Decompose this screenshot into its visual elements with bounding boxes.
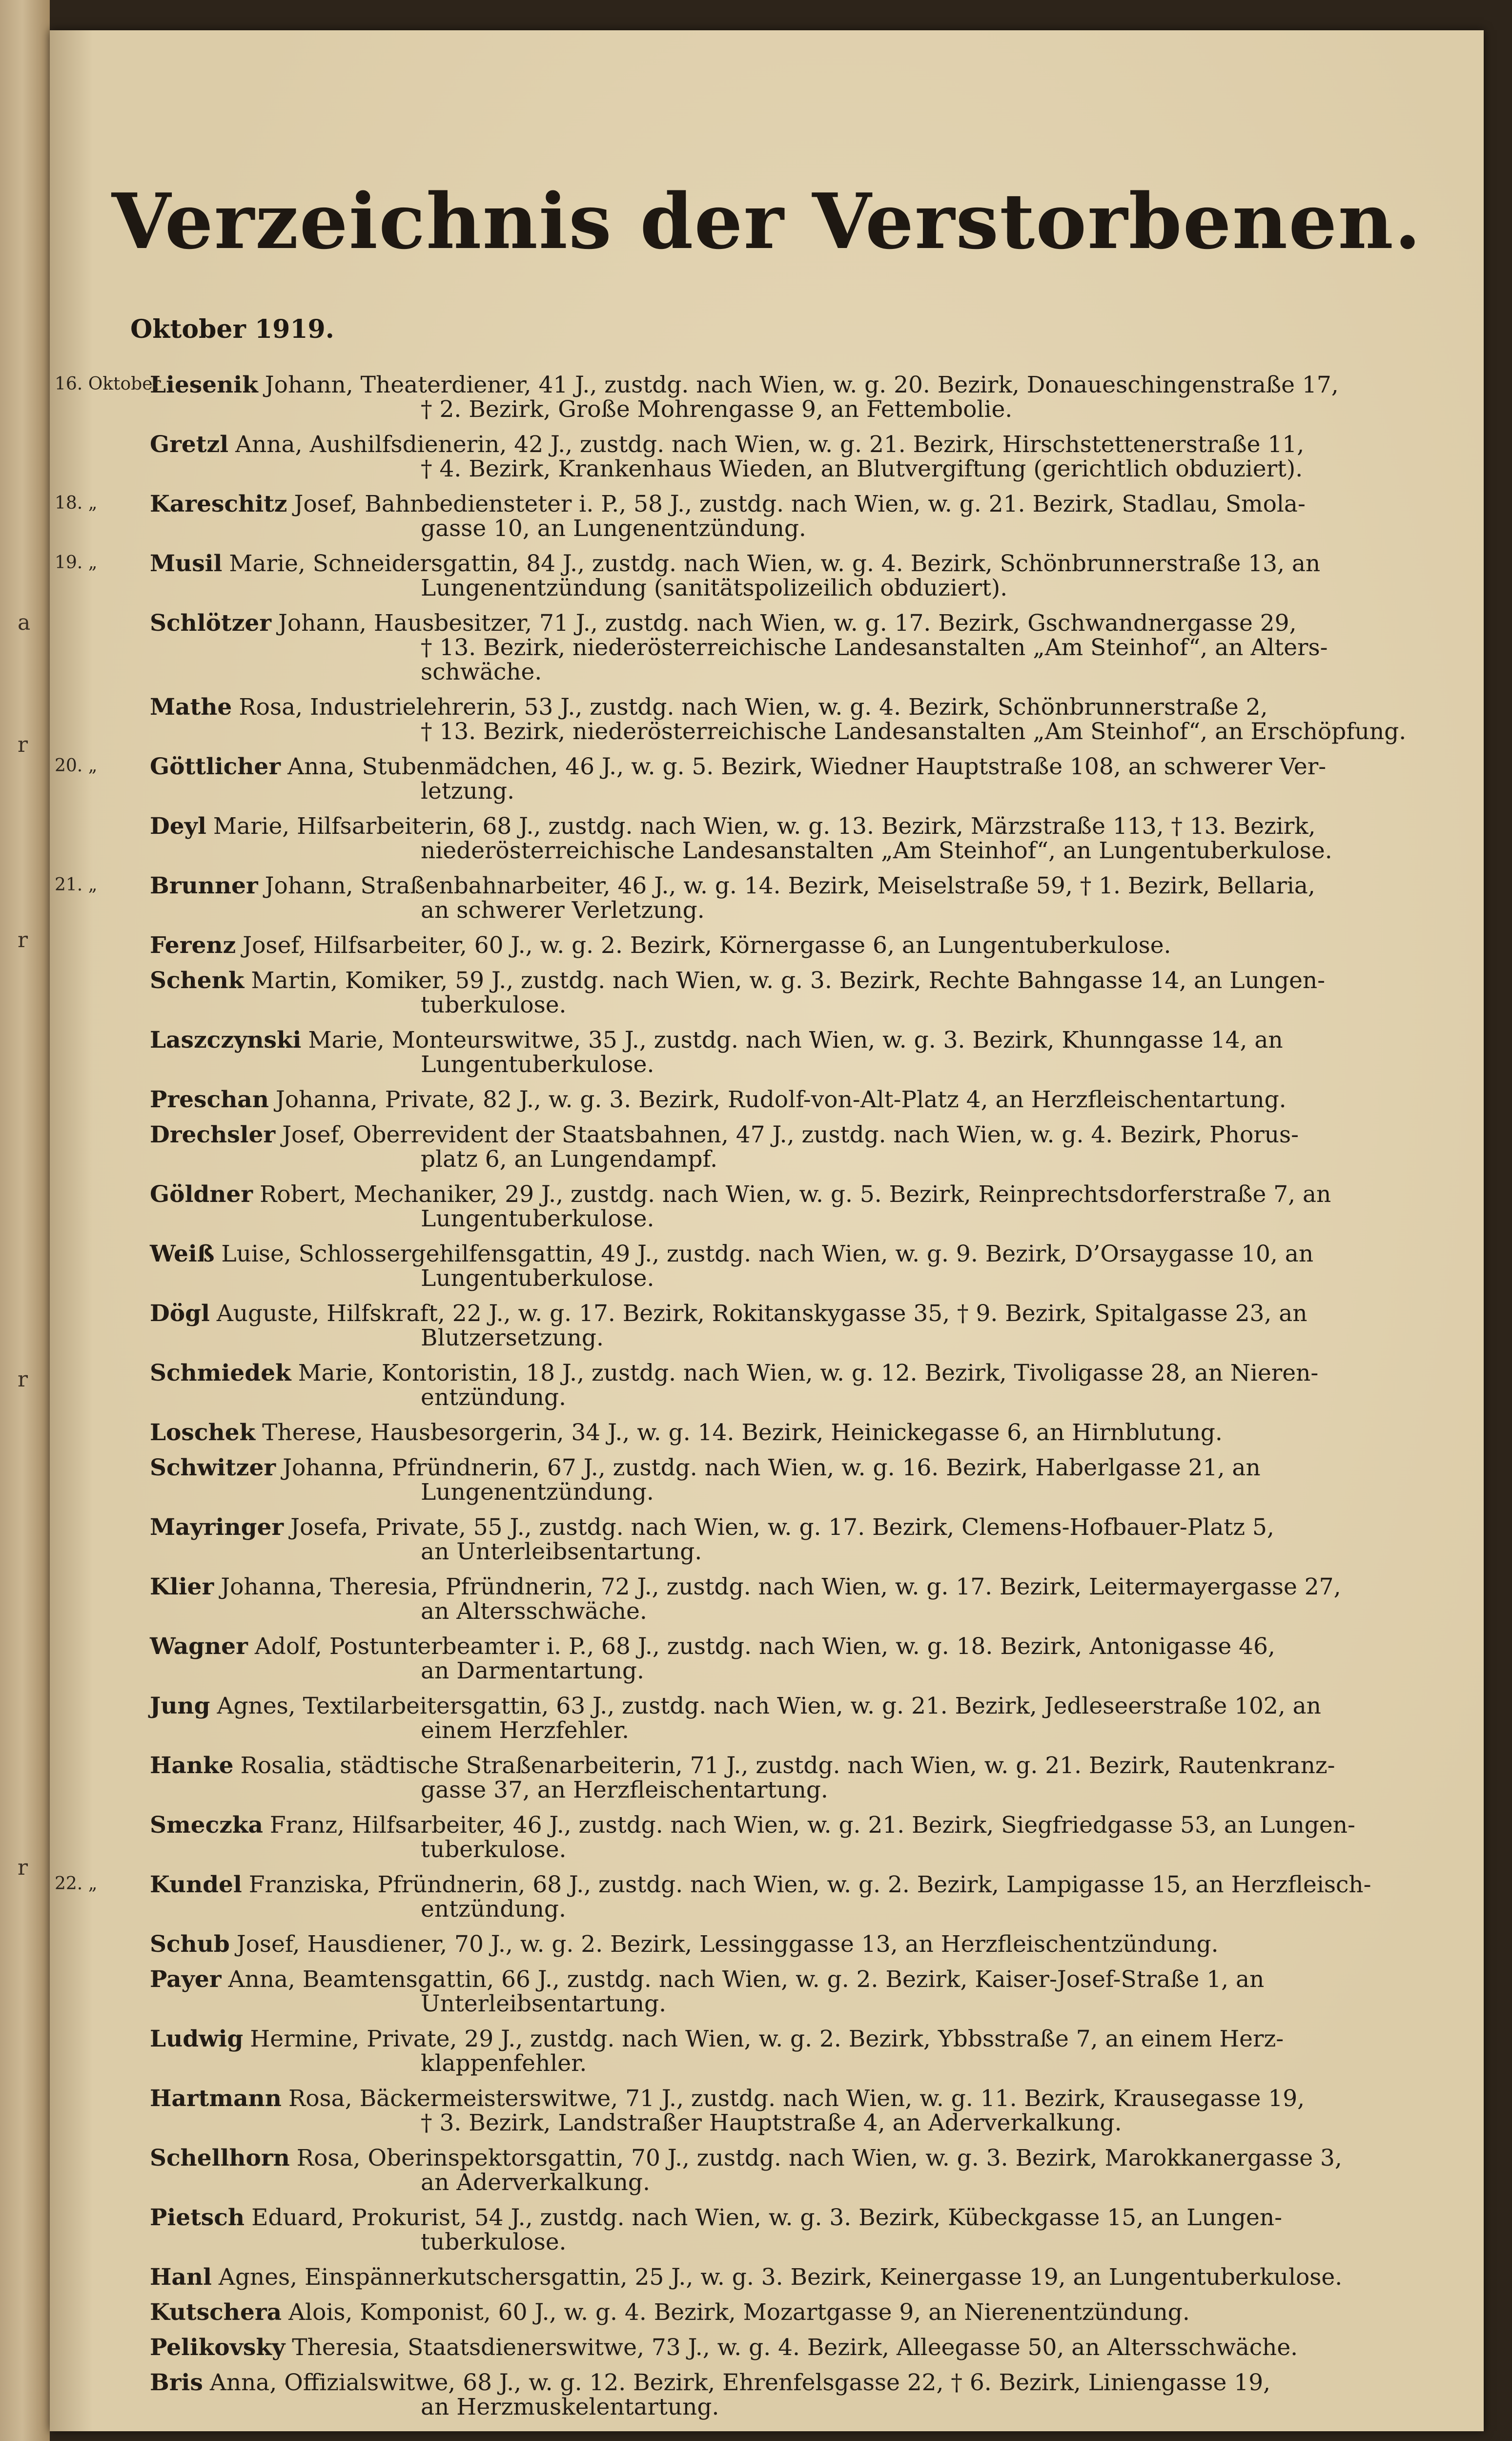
entry-surname: Göttlicher [150,753,281,780]
entry-first-line [50,1242,1484,1266]
entry-surname: Bris [150,2369,203,2396]
edge-mark: r [18,1367,28,1392]
register-entry [50,814,1484,863]
entry-continuation-line [50,1480,1484,1505]
entry-first-line [50,814,1484,839]
entry-continuation-line [50,457,1484,481]
register-entry [50,1634,1484,1683]
entry-surname: Laszczynski [150,1027,302,1054]
entry-text: Unterleibsentartung. [421,1990,667,2017]
entry-first-line [50,2371,1484,2395]
entry-text: Anna, Stubenmädchen, 46 J., w. g. 5. Bezirk, Wiedner Hauptstraße 108, an schwerer Ver- [287,753,1327,780]
entry-surname: Schwitzer [150,1454,276,1481]
entry-date: 16. Oktober [55,374,161,394]
register-entry [50,2265,1484,2290]
entry-text: Lungenentzündung (sanitätspolizeilich obduziert). [421,575,1008,601]
entry-text: platz 6, an Lungendampf. [421,1146,718,1173]
register-entry [50,1028,1484,1077]
register-entry [50,874,1484,923]
entry-text: Rosa, Industrielehrerin, 53 J., zustdg. nach Wien, w. g. 4. Bezirk, Schönbrunnerstraße 2, [239,694,1268,721]
entry-text: Hermine, Private, 29 J., zustdg. nach Wien, w. g. 2. Bezirk, Ybbsstraße 7, an einem Herz- [250,2026,1284,2052]
entry-surname: Schellhorn [150,2145,290,2172]
facing-page-edge [0,0,50,2441]
register-entry [50,1182,1484,1231]
entry-text: Johann, Hausbesitzer, 71 J., zustdg. nach Wien, w. g. 17. Bezirk, Gschwandnergasse 29, [278,610,1297,637]
entry-continuation-line [50,2171,1484,2195]
entry-text: Marie, Kontoristin, 18 J., zustdg. nach Wien, w. g. 12. Bezirk, Tivoligasse 28, an Nieren- [298,1360,1319,1386]
register-entry [50,2300,1484,2325]
register-entry [50,1421,1484,1445]
entry-text: Johanna, Theresia, Pfründnerin, 72 J., zustdg. nach Wien, w. g. 17. Bezirk, Leitermayergasse 27, [221,1573,1341,1600]
entry-surname: Wagner [150,1633,248,1660]
entry-continuation-line [50,2230,1484,2255]
entry-text: schwäche. [421,659,542,685]
entry-text: einem Herzfehler. [421,1717,630,1744]
register-entry [50,611,1484,684]
entry-first-line [50,1634,1484,1659]
entry-date: 21. „ [55,875,98,895]
register-entry [50,373,1484,422]
entry-text: tuberkulose. [421,1836,567,1863]
entry-text: Josef, Oberrevident der Staatsbahnen, 47 J., zustdg. nach Wien, w. g. 4. Bezirk, Phorus- [282,1121,1299,1148]
register-entry [50,2146,1484,2195]
entry-surname: Kundel [150,1871,242,1898]
entry-text: Rosa, Oberinspektorsgattin, 70 J., zustdg. nach Wien, w. g. 3. Bezirk, Marokkanergasse 3, [296,2145,1342,2172]
register-entry [50,2206,1484,2255]
entry-first-line [50,755,1484,779]
entry-first-line [50,611,1484,636]
entry-text: an Unterleibsentartung. [421,1538,702,1565]
entry-text: Rosalia, städtische Straßenarbeiterin, 71 J., zustdg. nach Wien, w. g. 21. Bezirk, Rautenkranz- [240,1752,1335,1779]
entry-text: Auguste, Hilfskraft, 22 J., w. g. 17. Bezirk, Rokitanskygasse 35, † 9. Bezirk, Spitalgasse 23, an [216,1300,1308,1327]
entry-surname: Jung [150,1693,210,1719]
entry-first-line [50,1088,1484,1112]
entry-surname: Göldner [150,1181,253,1208]
entry-text: tuberkulose. [421,992,567,1018]
register-entry [50,933,1484,958]
entry-first-line [50,2336,1484,2360]
entry-first-line [50,1754,1484,1778]
entry-continuation-line [50,1326,1484,1350]
entry-continuation-line [50,397,1484,422]
entry-surname: Loschek [150,1419,256,1446]
entry-first-line [50,1575,1484,1599]
register-entry [50,1361,1484,1410]
register-entry [50,2371,1484,2420]
entry-text: Lungentuberkulose. [421,1205,654,1232]
entry-first-line [50,433,1484,457]
register-entry [50,1242,1484,1291]
entry-text: Alois, Komponist, 60 J., w. g. 4. Bezirk, Mozartgasse 9, an Nierenentzündung. [288,2299,1190,2326]
entry-text: Rosa, Bäckermeisterswitwe, 71 J., zustdg. nach Wien, w. g. 11. Bezirk, Krausegasse 19, [288,2085,1305,2112]
entry-continuation-line [50,1147,1484,1172]
register-entry [50,1302,1484,1350]
paper-sheet [50,30,1484,2431]
edge-mark: r [18,1855,28,1880]
entry-text: Johann, Theaterdiener, 41 J., zustdg. nach Wien, w. g. 20. Bezirk, Donaueschingenstraße 17, [265,372,1339,398]
entry-text: Marie, Hilfsarbeiterin, 68 J., zustdg. nach Wien, w. g. 13. Bezirk, Märzstraße 113, † 13. Bezirk, [213,813,1316,840]
entry-date: 22. „ [55,1874,98,1894]
entry-surname: Drechsler [150,1121,276,1148]
period-heading: Oktober 1919. [130,314,334,344]
entry-text: gasse 37, an Herzfleischentartung. [421,1777,828,1803]
entry-text: an Darmentartung. [421,1657,644,1684]
register-entry [50,1456,1484,1505]
register-entry [50,1754,1484,1802]
entry-continuation-line [50,1540,1484,1564]
entry-text: Franz, Hilfsarbeiter, 46 J., zustdg. nach Wien, w. g. 21. Bezirk, Siegfriedgasse 53, an Lungen- [269,1812,1355,1839]
entry-text: Martin, Komiker, 59 J., zustdg. nach Wien, w. g. 3. Bezirk, Rechte Bahngasse 14, an Lungen- [251,967,1326,994]
entry-surname: Payer [150,1966,222,1993]
entry-text: niederösterreichische Landesanstalten „Am Steinhof“, an Lungentuberkulose. [421,837,1332,864]
entry-surname: Schlötzer [150,610,271,637]
entry-text: Anna, Beamtensgattin, 66 J., zustdg. nach Wien, w. g. 2. Bezirk, Kaiser-Josef-Straße 1, an [228,1966,1265,1993]
entry-text: Josefa, Private, 55 J., zustdg. nach Wien, w. g. 17. Bezirk, Clemens-Hofbauer-Platz 5, [290,1514,1274,1541]
register-entry [50,1088,1484,1112]
entry-continuation-line [50,1599,1484,1624]
entry-text: † 13. Bezirk, niederösterreichische Landesanstalten „Am Steinhof“, an Alters- [421,634,1328,661]
entry-text: Luise, Schlossergehilfensgattin, 49 J., zustdg. nach Wien, w. g. 9. Bezirk, D’Orsaygasse 10, an [221,1241,1314,1267]
entry-surname: Liesenik [150,372,258,398]
entry-continuation-line [50,993,1484,1017]
entry-text: letzung. [421,778,515,805]
entry-text: Theresia, Staatsdienerswitwe, 73 J., w. g. 4. Bezirk, Alleegasse 50, an Altersschwäche. [292,2334,1298,2361]
register-entry [50,1515,1484,1564]
entry-text: an Altersschwäche. [421,1598,647,1625]
entry-surname: Kareschitz [150,491,287,517]
edge-mark: r [18,732,28,757]
entry-text: † 3. Bezirk, Landstraßer Hauptstraße 4, an Aderverkalkung. [421,2110,1122,2136]
register-entry [50,1813,1484,1862]
entry-date: 19. „ [55,553,98,573]
page-title: Verzeichnis der Verstorbenen. [111,177,1422,266]
entry-surname: Schenk [150,967,245,994]
entry-text: Lungentuberkulose. [421,1051,654,1078]
register-entry [50,492,1484,541]
entry-first-line [50,1873,1484,1897]
entry-text: Therese, Hausbesorgerin, 34 J., w. g. 14. Bezirk, Heinickegasse 6, an Hirnblutung. [262,1419,1223,1446]
entry-first-line [50,552,1484,576]
entry-text: an Aderverkalkung. [421,2169,650,2196]
entry-first-line [50,1361,1484,1386]
entry-continuation-line [50,898,1484,923]
entry-surname: Hartmann [150,2085,282,2112]
entry-continuation-line [50,779,1484,804]
entry-text: † 13. Bezirk, niederösterreichische Landesanstalten „Am Steinhof“, an Erschöpfung. [421,718,1407,745]
entry-date: 20. „ [55,756,98,776]
entry-continuation-line [50,1778,1484,1802]
entry-surname: Dögl [150,1300,210,1327]
register-entry [50,969,1484,1017]
register-entry [50,1932,1484,1957]
entry-text: klappenfehler. [421,2050,587,2077]
entry-text: Marie, Monteurswitwe, 35 J., zustdg. nach Wien, w. g. 3. Bezirk, Khunngasse 14, an [308,1027,1283,1054]
entry-first-line [50,373,1484,397]
register-entry [50,1694,1484,1743]
entry-text: tuberkulose. [421,2229,567,2255]
entry-text: Robert, Mechaniker, 29 J., zustdg. nach Wien, w. g. 5. Bezirk, Reinprechtsdorferstraße 7, an [260,1181,1331,1208]
entry-continuation-line [50,2051,1484,2076]
entry-first-line [50,1456,1484,1480]
edge-mark: r [18,928,28,952]
entry-continuation-line [50,660,1484,684]
entry-text: † 4. Bezirk, Krankenhaus Wieden, an Blutvergiftung (gerichtlich obduziert). [421,455,1303,482]
entry-text: entzündung. [421,1384,566,1411]
entry-surname: Preschan [150,1086,269,1113]
entry-continuation-line [50,1386,1484,1410]
entry-continuation-line [50,1897,1484,1922]
register-entry [50,1967,1484,2016]
register-entry [50,2336,1484,2360]
entry-text: Johanna, Pfründnerin, 67 J., zustdg. nach Wien, w. g. 16. Bezirk, Haberlgasse 21, an [283,1454,1261,1481]
entry-first-line [50,2146,1484,2171]
entry-surname: Schmiedek [150,1360,291,1386]
entry-first-line [50,874,1484,898]
entry-first-line [50,2300,1484,2325]
entry-continuation-line [50,576,1484,600]
entry-surname: Gretzl [150,431,229,458]
entry-first-line [50,2087,1484,2111]
entry-first-line [50,1694,1484,1718]
entry-text: Lungenentzündung. [421,1479,654,1506]
register-entry [50,1873,1484,1922]
register-entry [50,552,1484,600]
register-entry [50,695,1484,744]
entry-surname: Ludwig [150,2026,244,2052]
entry-text: Johann, Straßenbahnarbeiter, 46 J., w. g. 14. Bezirk, Meiselstraße 59, † 1. Bezirk, Bellaria, [265,872,1315,899]
entry-continuation-line [50,1207,1484,1231]
entry-first-line [50,2206,1484,2230]
entry-text: Johanna, Private, 82 J., w. g. 3. Bezirk, Rudolf-von-Alt-Platz 4, an Herzfleischentartung. [275,1086,1287,1113]
register-entry [50,2027,1484,2076]
register-entry [50,755,1484,804]
entry-surname: Weiß [150,1241,215,1267]
entry-first-line [50,2027,1484,2051]
entry-text: Anna, Aushilfsdienerin, 42 J., zustdg. nach Wien, w. g. 21. Bezirk, Hirschstettenerstraße 11, [235,431,1305,458]
entry-text: an Herzmuskelentartung. [421,2394,719,2420]
entry-first-line [50,1967,1484,1992]
entry-text: entzündung. [421,1896,566,1923]
entry-surname: Smeczka [150,1812,263,1839]
entry-text: Lungentuberkulose. [421,1265,654,1292]
entry-continuation-line [50,1659,1484,1683]
entry-continuation-line [50,636,1484,660]
entry-continuation-line [50,517,1484,541]
entry-text: Marie, Schneidersgattin, 84 J., zustdg. nach Wien, w. g. 4. Bezirk, Schönbrunnerstraße 13, an [229,550,1321,577]
entry-text: Franziska, Pfründnerin, 68 J., zustdg. nach Wien, w. g. 2. Bezirk, Lampigasse 15, an Herzfleisch- [248,1871,1371,1898]
entry-continuation-line [50,1718,1484,1743]
entry-first-line [50,695,1484,720]
entry-first-line [50,1932,1484,1957]
entry-surname: Mayringer [150,1514,284,1541]
register-entry [50,1575,1484,1624]
entry-surname: Kutschera [150,2299,282,2326]
entry-surname: Hanke [150,1752,234,1779]
entry-continuation-line [50,720,1484,744]
entry-surname: Ferenz [150,932,236,959]
entry-surname: Schub [150,1931,230,1958]
entry-continuation-line [50,1266,1484,1291]
entry-continuation-line [50,839,1484,863]
entry-surname: Musil [150,550,223,577]
edge-mark: a [18,610,31,635]
entry-text: Josef, Hilfsarbeiter, 60 J., w. g. 2. Bezirk, Körnergasse 6, an Lungentuberkulose. [243,932,1171,959]
entry-surname: Brunner [150,872,258,899]
entry-text: Eduard, Prokurist, 54 J., zustdg. nach Wien, w. g. 3. Bezirk, Kübeckgasse 15, an Lungen- [251,2204,1282,2231]
entry-text: Adolf, Postunterbeamter i. P., 68 J., zustdg. nach Wien, w. g. 18. Bezirk, Antonigasse 46, [254,1633,1275,1660]
entry-date: 18. „ [55,493,98,513]
death-register-list [50,373,1484,2430]
entry-text: gasse 10, an Lungenentzündung. [421,515,806,542]
entry-surname: Pelikovsky [150,2334,286,2361]
entry-first-line [50,2265,1484,2290]
entry-surname: Klier [150,1573,214,1600]
entry-surname: Hanl [150,2264,212,2291]
entry-first-line [50,492,1484,517]
register-entry [50,1123,1484,1172]
entry-text: Josef, Bahnbediensteter i. P., 58 J., zustdg. nach Wien, w. g. 21. Bezirk, Stadlau, Smola- [294,491,1306,517]
entry-continuation-line [50,1838,1484,1862]
entry-text: Josef, Hausdiener, 70 J., w. g. 2. Bezirk, Lessinggasse 13, an Herzfleischentzündung. [236,1931,1219,1958]
entry-first-line [50,1302,1484,1326]
entry-first-line [50,969,1484,993]
entry-text: an schwerer Verletzung. [421,897,705,924]
entry-text: Agnes, Textilarbeitersgattin, 63 J., zustdg. nach Wien, w. g. 21. Bezirk, Jedleseerstraße 102, an [217,1693,1321,1719]
entry-continuation-line [50,2111,1484,2135]
register-entry [50,2087,1484,2135]
entry-text: Anna, Offizialswitwe, 68 J., w. g. 12. Bezirk, Ehrenfelsgasse 22, † 6. Bezirk, Liniengasse 19, [209,2369,1271,2396]
entry-text: Agnes, Einspännerkutschersgattin, 25 J., w. g. 3. Bezirk, Keinergasse 19, an Lungentuberkulose. [218,2264,1343,2291]
entry-first-line [50,1028,1484,1053]
entry-surname: Mathe [150,694,232,721]
entry-first-line [50,1182,1484,1207]
entry-continuation-line [50,1992,1484,2016]
entry-first-line [50,1123,1484,1147]
register-entry [50,433,1484,481]
entry-continuation-line [50,1053,1484,1077]
entry-surname: Pietsch [150,2204,245,2231]
entry-text: Blutzersetzung. [421,1324,604,1351]
entry-continuation-line [50,2395,1484,2420]
entry-first-line [50,1421,1484,1445]
entry-surname: Deyl [150,813,206,840]
entry-first-line [50,1515,1484,1540]
entry-text: † 2. Bezirk, Große Mohrengasse 9, an Fettembolie. [421,396,1013,423]
entry-first-line [50,933,1484,958]
entry-first-line [50,1813,1484,1838]
